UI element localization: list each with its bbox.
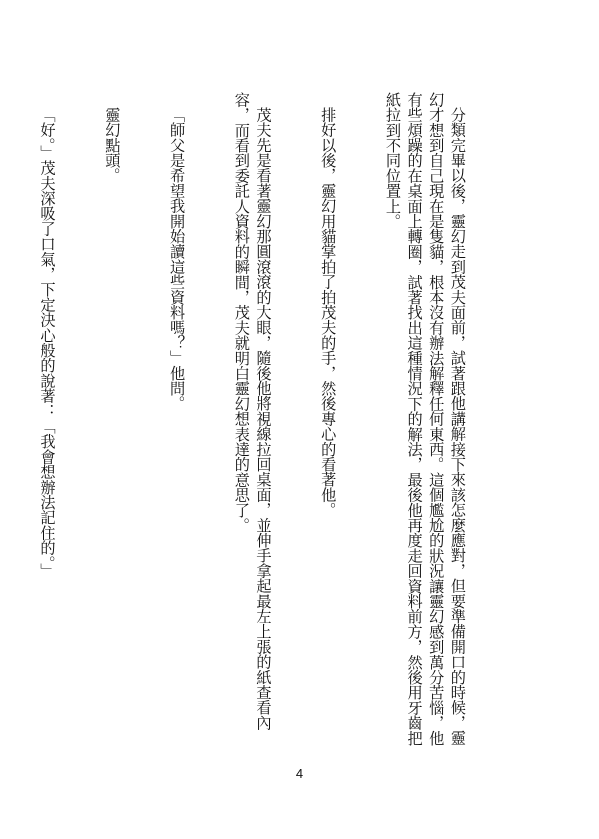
paragraph: 「好。」茂夫深吸了口氣，下定決心般的說著：「我會想辦法記住的。」 xyxy=(38,107,57,579)
paragraph: 「師父是希望我開始讀這些資料嗎？」他問。 xyxy=(168,107,187,412)
paragraph: 分類完畢以後，靈幻走到茂夫面前，試著跟他講解接下來該怎麼應對，但要準備開口的時候，靈幻才想到自己現在是隻貓，根本沒有辦法解釋任何東西。這個尷尬的狀況讓靈幻感到萬分苦惱，他有些煩躁的在桌面上轉圈，試著找出這種情況下的解法，最後他再度走回資料前方，然後用牙齒把紙拉到不同位置上。 xyxy=(384,92,467,746)
paragraph: 靈幻點頭。 xyxy=(103,107,122,184)
page-number: 4 xyxy=(295,766,304,781)
body-text xyxy=(0,92,511,760)
paragraph: 茂夫先是看著靈幻那圓滾滾的大眼，隨後他將視線拉回桌面，並伸手拿起最左上張的紙查看內容，而看到委託人資料的瞬間，茂夫就明白靈幻想表達的意思了。 xyxy=(232,92,273,731)
paragraph: 排好以後，靈幻用貓掌拍了拍茂夫的手，然後專心的看著他。 xyxy=(319,107,338,518)
